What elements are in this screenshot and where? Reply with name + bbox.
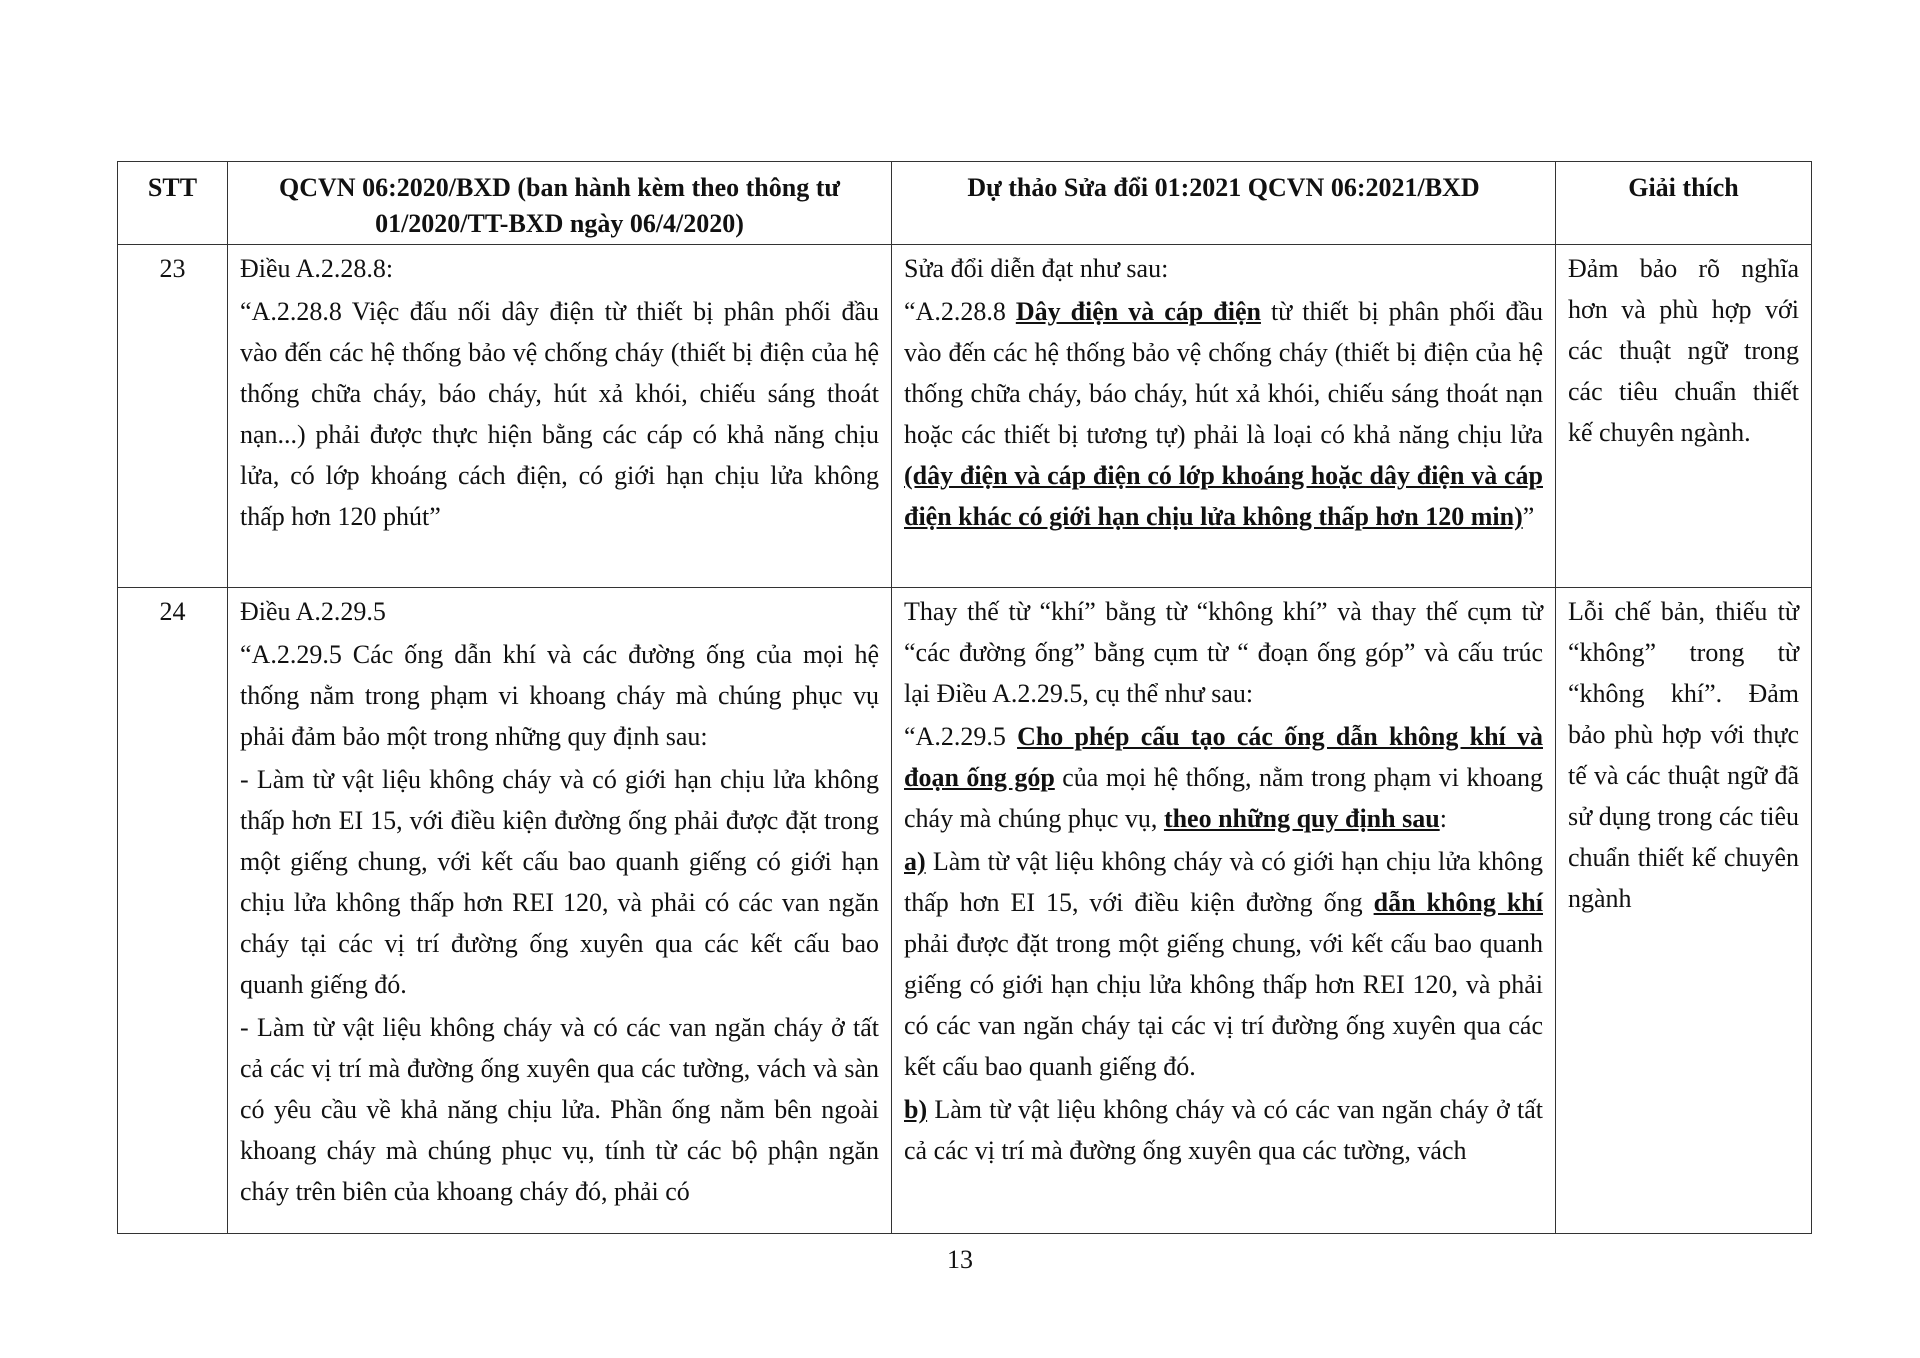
current-regulation-cell: [228, 245, 892, 588]
article-reference: Điều A.2.28.8:: [240, 254, 394, 283]
item-label: b): [904, 1095, 928, 1124]
header-explanation: Giải thích: [1556, 162, 1812, 245]
header-stt: STT: [118, 162, 228, 245]
amended-article-text: [904, 716, 1543, 839]
page-number: 13: [947, 1245, 973, 1274]
current-regulation-cell: [228, 588, 892, 1234]
article-prefix: “A.2.29.5: [904, 722, 1018, 751]
article-suffix: :: [1439, 804, 1447, 833]
table-header-row: [118, 162, 1812, 245]
highlighted-change: (dây điện và cáp điện có lớp khoáng hoặc dây điện và cáp điện khác có giới hạn chịu lửa không thấp hơn 120 min): [904, 461, 1543, 531]
article-text: “A.2.28.8 Việc đấu nối dây điện từ thiết bị phân phối đầu vào đến các hệ thống bảo vệ chống cháy (thiết bị điện của hệ thống chữa cháy, báo cháy, hút xả khói, chiếu sáng thoát nạn...) phải được thực hiện bằng các cáp có khả năng chịu lửa, có lớp khoáng cách điện, có giới hạn chịu lửa không thấp hơn 120 phút”: [240, 297, 879, 531]
amended-article-text: [904, 291, 1543, 537]
article-body: từ thiết bị phân phối đầu vào đến các hệ thống bảo vệ chống cháy (thiết bị điện của hệ thống chữa cháy, báo cháy, hút xả khói, chiếu sáng thoát nạn hoặc các thiết bị tương tự) phải là loại có khả năng chịu lửa: [904, 297, 1543, 449]
header-current-regulation: QCVN 06:2020/BXD (ban hành kèm theo thông tư 01/2020/TT-BXD ngày 06/4/2020): [228, 162, 892, 245]
explanation-text: Lỗi chế bản, thiếu từ “không” trong từ “không khí”. Đảm bảo phù hợp với thực tế và các thuật ngữ đã sử dụng trong các tiêu chuẩn thiết kế chuyên ngành: [1568, 597, 1799, 913]
item-text: Làm từ vật liệu không cháy và có giới hạn chịu lửa không thấp hơn EI 15, với điều kiện đường ống: [904, 847, 1543, 917]
article-list-item: - Làm từ vật liệu không cháy và có các van ngăn cháy ở tất cả các vị trí mà đường ống xuyên qua các tường, vách và sàn có yêu cầu về khả năng chịu lửa. Phần ống nằm bên ngoài khoang cháy mà chúng phục vụ, tính từ các bộ phận ngăn cháy trên biên của khoang cháy đó, phải có: [240, 1013, 879, 1206]
draft-amendment-cell: [892, 588, 1556, 1234]
amended-item-b: [904, 1089, 1543, 1171]
table-row: [118, 588, 1812, 1234]
item-text: phải được đặt trong một giếng chung, với kết cấu bao quanh giếng có giới hạn chịu lửa không thấp hơn REI 120, và phải có các van ngăn cháy tại các vị trí đường ống xuyên qua các kết cấu bao quanh giếng đó.: [904, 929, 1543, 1081]
row-number: 23: [118, 245, 228, 588]
explanation-text: Đảm bảo rõ nghĩa hơn và phù hợp với các thuật ngữ trong các tiêu chuẩn thiết kế chuyên ngành.: [1568, 254, 1799, 447]
article-body: của mọi hệ thống, nằm trong phạm vi khoang cháy mà chúng phục vụ,: [904, 763, 1544, 833]
highlighted-change: theo những quy định sau: [1163, 804, 1440, 833]
table-row: [118, 245, 1812, 588]
item-label: a): [904, 847, 926, 876]
article-list-item: - Làm từ vật liệu không cháy và có giới hạn chịu lửa không thấp hơn EI 15, với điều kiện đường ống phải được đặt trong một giếng chung, với kết cấu bao quanh giếng có giới hạn chịu lửa không thấp hơn REI 120, và phải có các van ngăn cháy tại các vị trí đường ống xuyên qua các kết cấu bao quanh giếng đó.: [240, 765, 879, 999]
article-text: “A.2.29.5 Các ống dẫn khí và các đường ống của mọi hệ thống nằm trong phạm vi khoang cháy mà chúng phục vụ phải đảm bảo một trong những quy định sau:: [240, 640, 879, 751]
comparison-table: [117, 161, 1812, 1234]
draft-amendment-cell: [892, 245, 1556, 588]
amendment-intro: Sửa đổi diễn đạt như sau:: [904, 254, 1169, 283]
header-draft-amendment: Dự thảo Sửa đổi 01:2021 QCVN 06:2021/BXD: [892, 162, 1556, 245]
item-text: Làm từ vật liệu không cháy và có các van ngăn cháy ở tất cả các vị trí mà đường ống xuyên qua các tường, vách: [904, 1095, 1543, 1165]
article-suffix: ”: [1522, 502, 1535, 531]
explanation-cell: [1556, 588, 1812, 1234]
highlighted-change: Cho phép cấu tạo các ống dẫn không khí và đoạn ống góp: [904, 722, 1543, 792]
article-prefix: “A.2.28.8: [904, 297, 1016, 326]
highlighted-change: dẫn không khí: [1373, 888, 1543, 917]
highlighted-change: Dây điện và cáp điện: [1015, 297, 1261, 326]
amendment-intro: Thay thế từ “khí” bằng từ “không khí” và thay thế cụm từ “các đường ống” bằng cụm từ “ đoạn ống góp” và cấu trúc lại Điều A.2.29.5, cụ thể như sau:: [904, 597, 1543, 708]
explanation-cell: [1556, 245, 1812, 588]
article-reference: Điều A.2.29.5: [240, 597, 386, 626]
amended-item-a: [904, 841, 1543, 1087]
row-number: 24: [118, 588, 228, 1234]
